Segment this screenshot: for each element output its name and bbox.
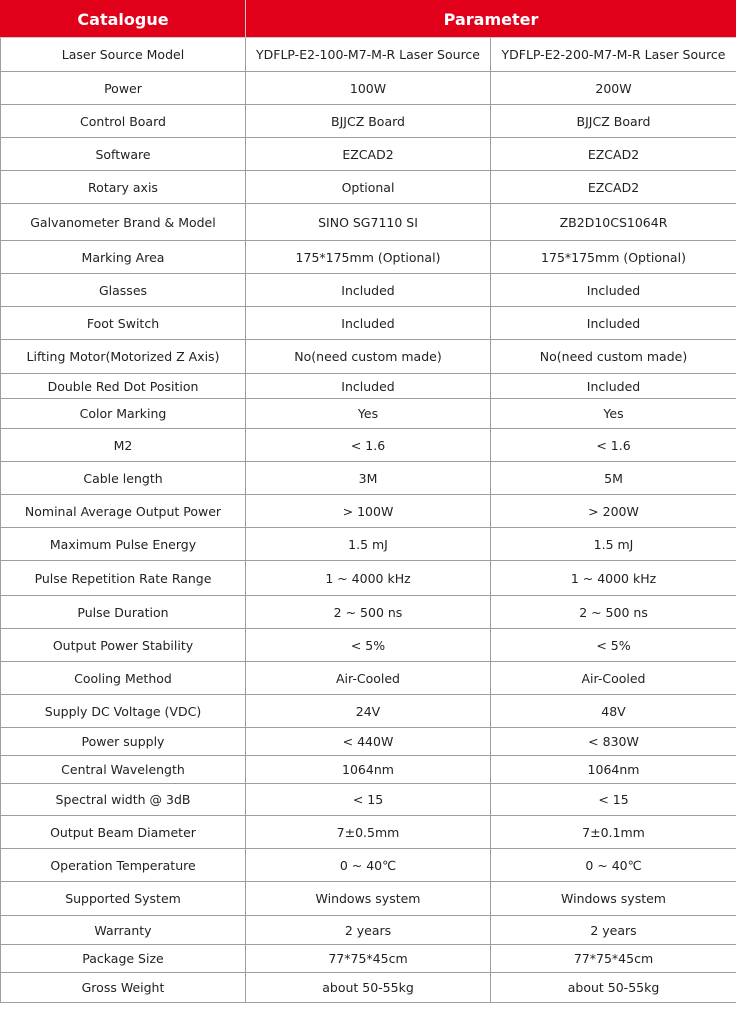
value-model-100w: 100W	[246, 72, 491, 105]
value-model-100w: about 50-55kg	[246, 973, 491, 1003]
table-row	[1, 882, 736, 916]
value-model-100w: BJJCZ Board	[246, 105, 491, 138]
value-model-200w: EZCAD2	[491, 138, 736, 171]
value-model-100w: 1.5 mJ	[246, 528, 491, 561]
value-model-100w: 175*175mm (Optional)	[246, 241, 491, 274]
value-model-200w: < 15	[491, 784, 736, 816]
value-model-200w: < 1.6	[491, 429, 736, 462]
table-row	[1, 728, 736, 756]
row-label: Maximum Pulse Energy	[1, 528, 246, 561]
row-label: Software	[1, 138, 246, 171]
header-parameter: Parameter	[246, 1, 736, 38]
value-model-100w: 1 ~ 4000 kHz	[246, 561, 491, 596]
table-row	[1, 374, 736, 399]
table-row	[1, 340, 736, 374]
value-model-200w: 175*175mm (Optional)	[491, 241, 736, 274]
value-model-100w: Included	[246, 274, 491, 307]
value-model-200w: Windows system	[491, 882, 736, 916]
row-label: Package Size	[1, 945, 246, 973]
header-row	[1, 1, 736, 38]
row-label: Pulse Repetition Rate Range	[1, 561, 246, 596]
table-row	[1, 662, 736, 695]
value-model-100w: 2 ~ 500 ns	[246, 596, 491, 629]
value-model-200w: 1 ~ 4000 kHz	[491, 561, 736, 596]
row-label: Cable length	[1, 462, 246, 495]
table-row	[1, 462, 736, 495]
value-model-100w: EZCAD2	[246, 138, 491, 171]
table-row	[1, 695, 736, 728]
row-label: Double Red Dot Position	[1, 374, 246, 399]
row-label: Cooling Method	[1, 662, 246, 695]
value-model-100w: SINO SG7110 SI	[246, 204, 491, 241]
table-row	[1, 274, 736, 307]
row-label: Central Wavelength	[1, 756, 246, 784]
table-row	[1, 171, 736, 204]
row-label: Marking Area	[1, 241, 246, 274]
row-label: Supply DC Voltage (VDC)	[1, 695, 246, 728]
table-row	[1, 596, 736, 629]
table-row	[1, 973, 736, 1003]
value-model-200w: Yes	[491, 399, 736, 429]
value-model-200w: 7±0.1mm	[491, 816, 736, 849]
value-model-100w: 3M	[246, 462, 491, 495]
value-model-100w: 7±0.5mm	[246, 816, 491, 849]
row-label: Output Beam Diameter	[1, 816, 246, 849]
table-row	[1, 429, 736, 462]
row-label: Laser Source Model	[1, 38, 246, 72]
table-row	[1, 629, 736, 662]
value-model-200w: No(need custom made)	[491, 340, 736, 374]
value-model-100w: Air-Cooled	[246, 662, 491, 695]
table-row	[1, 916, 736, 945]
table-row	[1, 495, 736, 528]
value-model-100w: < 1.6	[246, 429, 491, 462]
table-row	[1, 849, 736, 882]
table-row	[1, 784, 736, 816]
row-label: Nominal Average Output Power	[1, 495, 246, 528]
value-model-200w: 77*75*45cm	[491, 945, 736, 973]
value-model-100w: < 5%	[246, 629, 491, 662]
value-model-200w: 200W	[491, 72, 736, 105]
table-row	[1, 816, 736, 849]
value-model-200w: 1.5 mJ	[491, 528, 736, 561]
row-label: Rotary axis	[1, 171, 246, 204]
value-model-200w: Included	[491, 374, 736, 399]
row-label: Gross Weight	[1, 973, 246, 1003]
value-model-200w: 0 ~ 40℃	[491, 849, 736, 882]
row-label: Glasses	[1, 274, 246, 307]
table-row	[1, 307, 736, 340]
value-model-100w: < 15	[246, 784, 491, 816]
row-label: M2	[1, 429, 246, 462]
row-label: Supported System	[1, 882, 246, 916]
value-model-200w: 2 ~ 500 ns	[491, 596, 736, 629]
value-model-200w: 1064nm	[491, 756, 736, 784]
row-label: Control Board	[1, 105, 246, 138]
row-label: Power	[1, 72, 246, 105]
value-model-200w: < 830W	[491, 728, 736, 756]
row-label: Spectral width @ 3dB	[1, 784, 246, 816]
table-row	[1, 945, 736, 973]
table-row	[1, 756, 736, 784]
row-label: Output Power Stability	[1, 629, 246, 662]
value-model-100w: 0 ~ 40℃	[246, 849, 491, 882]
value-model-200w: BJJCZ Board	[491, 105, 736, 138]
row-label: Power supply	[1, 728, 246, 756]
spec-body	[1, 38, 736, 1003]
table-row	[1, 528, 736, 561]
value-model-200w: about 50-55kg	[491, 973, 736, 1003]
table-row	[1, 399, 736, 429]
value-model-200w: Air-Cooled	[491, 662, 736, 695]
value-model-200w: EZCAD2	[491, 171, 736, 204]
row-label: Color Marking	[1, 399, 246, 429]
value-model-100w: 1064nm	[246, 756, 491, 784]
value-model-100w: No(need custom made)	[246, 340, 491, 374]
row-label: Lifting Motor(Motorized Z Axis)	[1, 340, 246, 374]
value-model-200w: 2 years	[491, 916, 736, 945]
table-row	[1, 561, 736, 596]
value-model-200w: 48V	[491, 695, 736, 728]
table-row	[1, 105, 736, 138]
row-label: Operation Temperature	[1, 849, 246, 882]
value-model-200w: ZB2D10CS1064R	[491, 204, 736, 241]
value-model-200w: Included	[491, 307, 736, 340]
value-model-100w: Windows system	[246, 882, 491, 916]
value-model-100w: > 100W	[246, 495, 491, 528]
value-model-100w: 77*75*45cm	[246, 945, 491, 973]
table-row	[1, 138, 736, 171]
value-model-100w: YDFLP-E2-100-M7-M-R Laser Source	[246, 38, 491, 72]
value-model-200w: 5M	[491, 462, 736, 495]
table-row	[1, 204, 736, 241]
value-model-200w: > 200W	[491, 495, 736, 528]
value-model-200w: < 5%	[491, 629, 736, 662]
value-model-100w: Included	[246, 374, 491, 399]
row-label: Pulse Duration	[1, 596, 246, 629]
table-row	[1, 241, 736, 274]
value-model-100w: Included	[246, 307, 491, 340]
header-catalogue: Catalogue	[1, 1, 246, 38]
table-row	[1, 38, 736, 72]
value-model-100w: 2 years	[246, 916, 491, 945]
row-label: Galvanometer Brand & Model	[1, 204, 246, 241]
value-model-100w: Optional	[246, 171, 491, 204]
table-row	[1, 72, 736, 105]
value-model-100w: < 440W	[246, 728, 491, 756]
value-model-100w: Yes	[246, 399, 491, 429]
value-model-200w: YDFLP-E2-200-M7-M-R Laser Source	[491, 38, 736, 72]
value-model-200w: Included	[491, 274, 736, 307]
row-label: Warranty	[1, 916, 246, 945]
value-model-100w: 24V	[246, 695, 491, 728]
row-label: Foot Switch	[1, 307, 246, 340]
